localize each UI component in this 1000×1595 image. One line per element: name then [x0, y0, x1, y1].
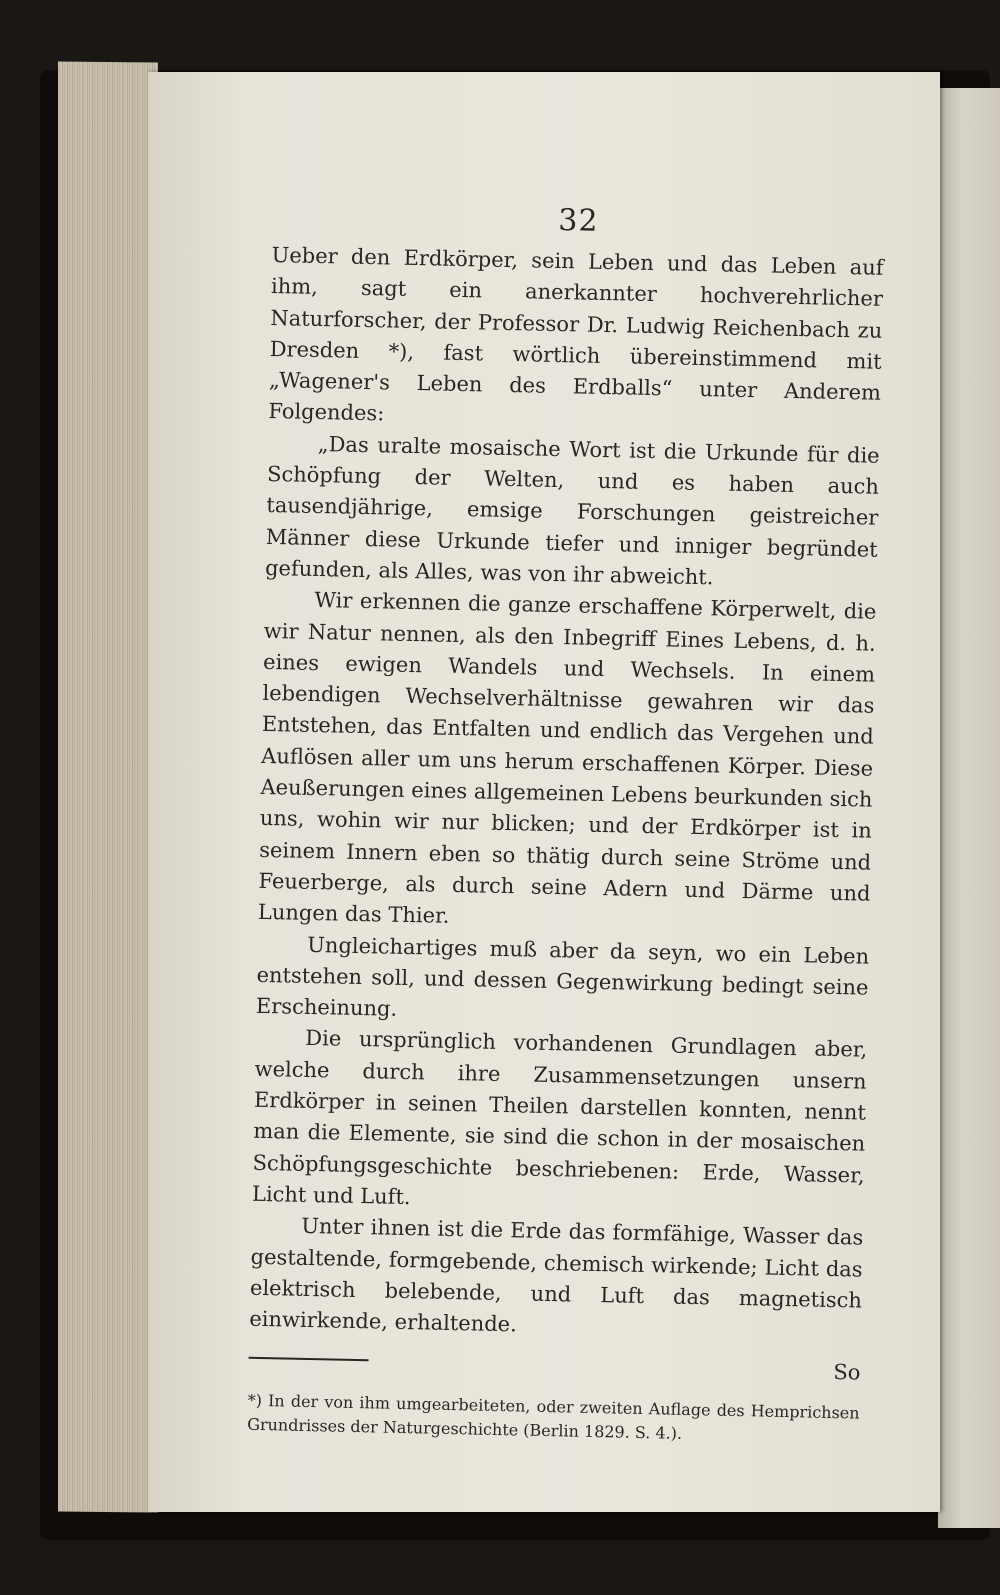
catchword: So [833, 1360, 861, 1385]
separator-rule [249, 1357, 369, 1362]
footnote-separator [248, 1345, 861, 1398]
page-edges [58, 61, 158, 1512]
paragraph: Die ursprünglich vorhandenen Grundlagen aber, welche durch ihre Zusammensetzungen unsern Erdkörper in seinen Theilen darstellen konnten, nennt man die Elemente, sie sind die schon in der mosaischen Schöpfungsgeschichte beschriebenen: Erde, Wasser, Licht und Luft. [251, 1026, 868, 1210]
paragraph: Unter ihnen ist die Erde das formfähige, Wasser das gestaltende, formgebende, chemisch wirkende; Licht das elektrisch belebende, und Luft das magnetisch einwirkende, erhaltende. [249, 1214, 864, 1337]
page-number: 32 [558, 202, 599, 239]
footnote: *) In der von ihm umgearbeiteten, oder zweiten Auflage des Hemprichsen Grundrisses der Naturgeschichte (Berlin 1829. S. 4.). [246, 1391, 860, 1444]
paragraph: Ungleichartiges muß aber da seyn, wo ein Leben entstehen soll, und dessen Gegenwirkung bedingt seine Erscheinung. [255, 932, 870, 1021]
paragraph: Wir erkennen die ganze erschaffene Körperwelt, die wir Natur nennen, als den Inbegriff Eines Lebens, d. h. eines ewigen Wandels und Wechsels. In einem lebendigen Wechselverhältnisse gewahren wir das Entstehen, das Entfalten und endlich das Vergehen und Auflösen aller um uns herum erschaffenen Körper. Diese Aeußerungen eines allgemeinen Lebens beurkunden sich uns, wohin wir nur blicken; und der Erdkörper ist in seinem Innern eben so thätig durch seine Ströme und Feuerberge, als durch seine Adern und Därme und Lungen das Thier. [257, 588, 877, 929]
paragraph: Ueber den Erdkörper, sein Leben und das Leben auf ihm, sagt ein anerkannter hochverehrlicher Naturforscher, der Professor Dr. Ludwig Reichenbach zu Dresden *), fast wörtlich übereinstimmend mit „Wagener's Leben des Erdballs“ unter Anderem Folgendes: [268, 242, 884, 426]
paragraph: „Das uralte mosaische Wort ist die Urkunde für die Schöpfung der Welten, und es haben auch tausendjährige, emsige Forschungen geistreicher Männer diese Urkunde tiefer und inniger begründet gefunden, als Alles, was von ihr abweicht. [264, 431, 880, 590]
text-block [246, 202, 884, 1450]
facing-page [938, 88, 1000, 1528]
